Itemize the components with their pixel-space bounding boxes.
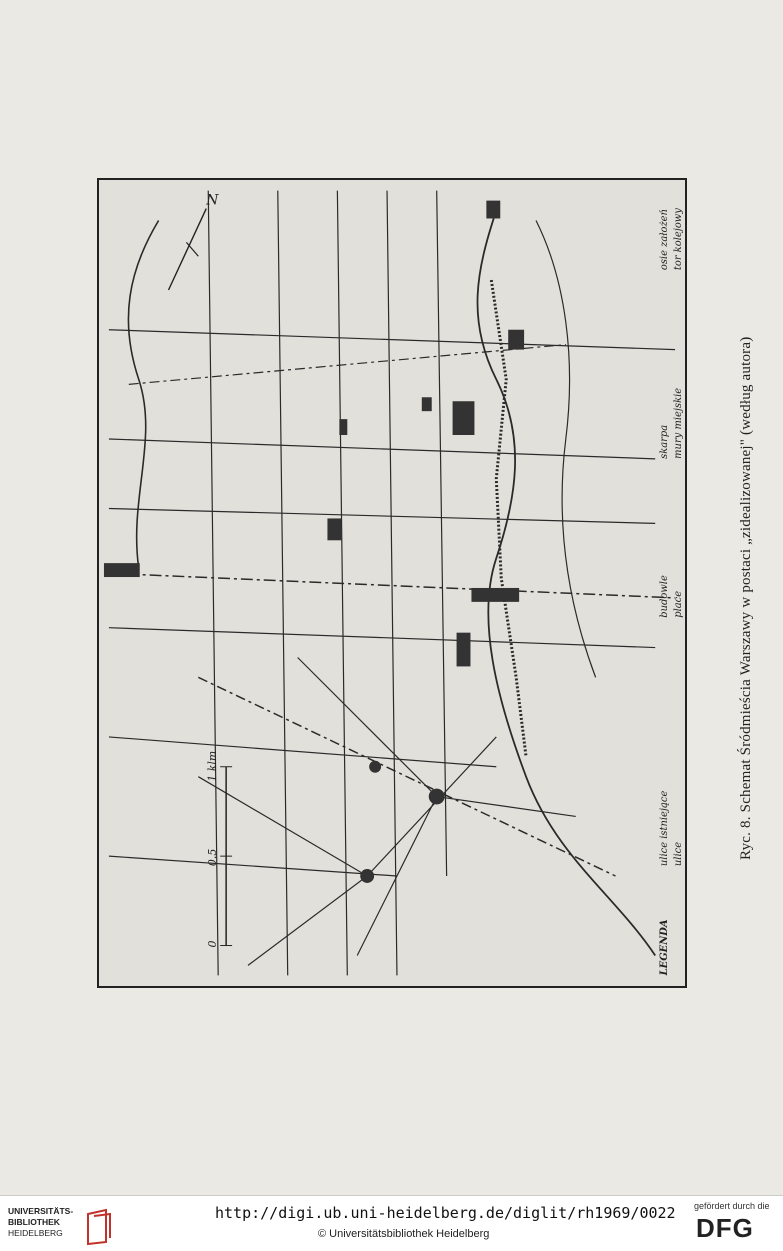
dfg-logo: DFG [696, 1213, 754, 1243]
dfg-funding[interactable] [694, 1201, 776, 1247]
buildings [104, 201, 524, 883]
map-drawing [99, 180, 685, 986]
legend-item: ulice istniejące [659, 790, 671, 867]
warsaw-map [97, 178, 687, 988]
library-logo[interactable] [8, 1206, 128, 1246]
street-lines [104, 191, 675, 976]
legend-title: LEGENDA [659, 919, 671, 976]
copyright-text: © Universitätsbibliothek Heidelberg [318, 1228, 490, 1240]
figure-caption: Ryc. 8. Schemat Śródmieścia Warszawy w postaci „zidealizowanej" (według autora) [738, 336, 754, 860]
scale-zero: 0 [206, 940, 220, 948]
legend-item: ulice [673, 841, 685, 867]
library-mark-icon [84, 1208, 114, 1246]
funding-note: gefördert durch die [694, 1201, 770, 1211]
legend-item: osie założeń [659, 209, 671, 271]
library-name: UNIVERSITÄTS- BIBLIOTHEK HEIDELBERG [8, 1206, 74, 1238]
scale-half: 0.5 [206, 848, 220, 867]
legend-item: mury miejskie [673, 387, 685, 459]
page-url-link[interactable]: http://digi.ub.uni-heidelberg.de/diglit/rh1969/0022 [215, 1204, 676, 1222]
north-arrow [169, 193, 220, 290]
legend-item: tor kolejowy [673, 208, 685, 271]
legend-item: place [673, 590, 685, 618]
north-label: N [206, 192, 219, 209]
legend-item: skarpa [659, 424, 671, 459]
scale-bar [206, 751, 232, 948]
legend [659, 208, 684, 977]
legend-item: budowle [659, 575, 671, 618]
footer-bar [0, 1195, 783, 1251]
scale-one: 1 klm [206, 750, 220, 782]
